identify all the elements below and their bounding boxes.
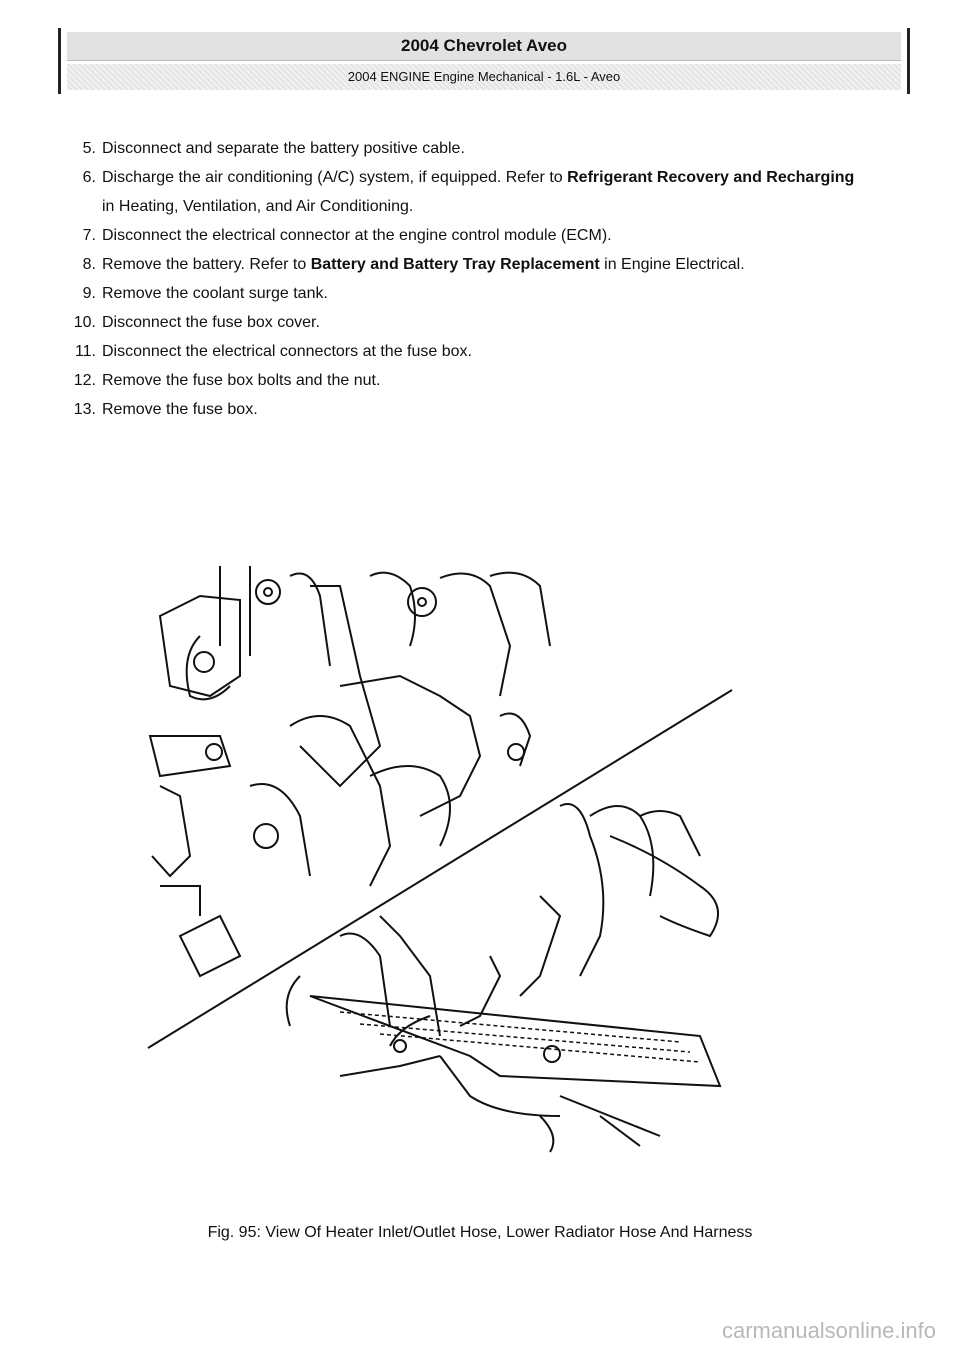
step-text-segment: Disconnect the electrical connectors at the fuse box.	[102, 343, 472, 360]
procedure-step	[50, 163, 870, 221]
watermark: carmanualsonline.info	[721, 1318, 936, 1343]
procedure-step	[50, 221, 870, 250]
figure-caption: Fig. 95: View Of Heater Inlet/Outlet Hose, Lower Radiator Hose And Harness	[207, 1224, 753, 1241]
document-title: 2004 Chevrolet Aveo	[67, 32, 901, 61]
step-text-segment: Disconnect and separate the battery positive cable.	[102, 140, 465, 157]
step-number: 13.	[73, 401, 96, 418]
step-text	[102, 395, 870, 424]
page-header	[58, 28, 910, 94]
step-number: 11.	[74, 343, 96, 360]
procedure-step	[50, 279, 870, 308]
procedure-step	[50, 250, 870, 279]
procedure-step	[50, 337, 870, 366]
step-text-segment: in Engine Electrical.	[599, 256, 745, 273]
step-number: 8.	[82, 256, 96, 273]
step-text-segment: Disconnect the electrical connector at the engine control module (ECM).	[102, 227, 612, 244]
step-number: 10.	[73, 314, 96, 331]
procedure-steps	[50, 134, 870, 424]
step-text	[102, 250, 870, 279]
step-reference: Refrigerant Recovery and Recharging	[567, 169, 855, 186]
step-number: 9.	[82, 285, 96, 302]
step-text	[102, 308, 870, 337]
step-number: 7.	[82, 227, 96, 244]
step-text-segment: Remove the battery. Refer to	[102, 256, 311, 273]
procedure-step	[50, 366, 870, 395]
step-reference: Battery and Battery Tray Replacement	[310, 256, 600, 273]
procedure-step	[50, 308, 870, 337]
step-text-segment: Disconnect the fuse box cover.	[102, 314, 320, 331]
step-number: 6.	[82, 169, 96, 186]
step-text	[102, 134, 870, 163]
step-number: 5.	[82, 140, 96, 157]
procedure-step	[50, 395, 870, 424]
step-text-segment: Remove the fuse box bolts and the nut.	[102, 372, 381, 389]
procedure-step	[50, 134, 870, 163]
step-text-segment: in Heating, Ventilation, and Air Conditioning.	[102, 198, 414, 215]
step-text-segment: Remove the coolant surge tank.	[102, 285, 328, 302]
document-subtitle: 2004 ENGINE Engine Mechanical - 1.6L - Aveo	[67, 64, 901, 90]
step-text	[102, 337, 870, 366]
step-text-segment: Discharge the air conditioning (A/C) system, if equipped. Refer to	[102, 169, 568, 186]
step-text-segment: Remove the fuse box.	[102, 401, 258, 418]
step-text	[102, 163, 870, 221]
step-number: 12.	[73, 372, 96, 389]
step-text	[102, 221, 870, 250]
engine-fuse-box-illustration	[140, 556, 740, 1156]
step-text	[102, 366, 870, 395]
step-text	[102, 279, 870, 308]
